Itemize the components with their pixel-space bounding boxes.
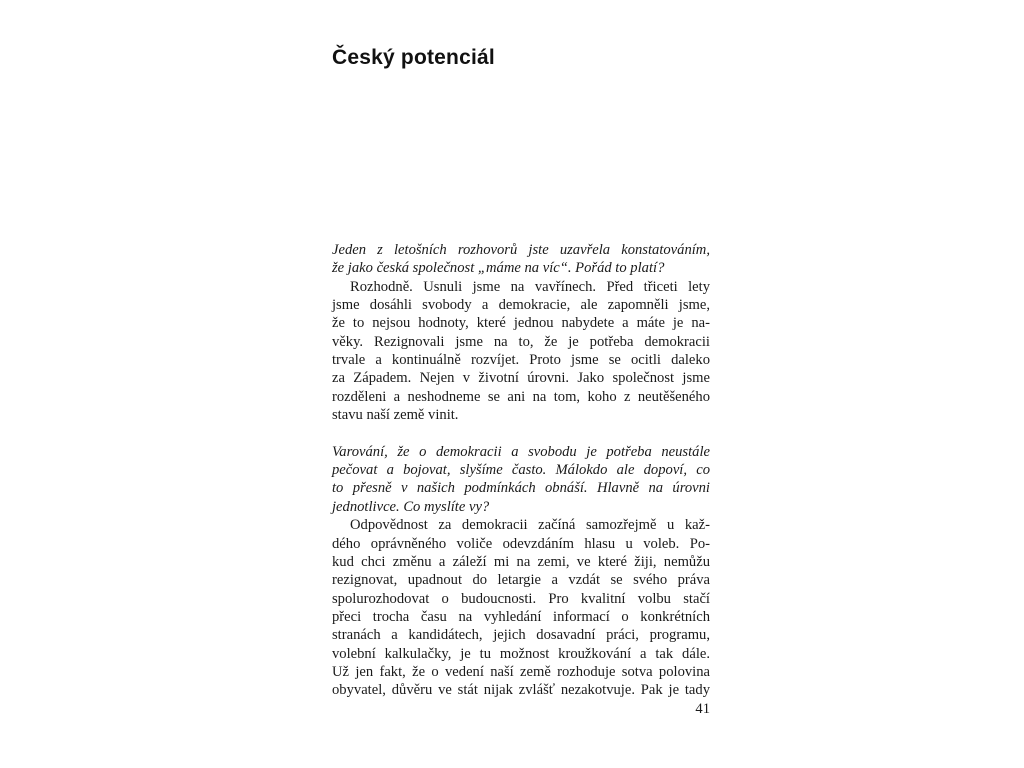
answer-line: rezignovat, upadnout do letargie a vzdát se svého práva — [332, 572, 710, 589]
page-number: 41 — [695, 701, 710, 717]
answer-line: že to nejsou hodnoty, které jednou nabydete a máte je na- — [332, 315, 710, 332]
answer-line: stranách a kandidátech, jejich dosavadní práci, programu, — [332, 627, 710, 644]
answer-line: volební kalkulačky, je tu možnost kroužkování a tak dále. — [332, 645, 710, 662]
answer-line: dého oprávněného voliče odevzdáním hlasu u voleb. Po- — [332, 535, 710, 552]
answer-line: věky. Rezignovali jsme na to, že je potřeba demokracii — [332, 333, 710, 350]
question-line: že jako česká společnost „máme na víc“. Pořád to platí? — [332, 260, 665, 277]
interview-text — [332, 241, 710, 700]
answer-line: stavu naší země vinit. — [332, 407, 459, 424]
answer-line: obyvatel, důvěru ve stát nijak zvlášť nezakotvuje. Pak je tady — [332, 682, 710, 699]
answer-line: trvale a kontinuálně rozvíjet. Proto jsme se ocitli daleko — [332, 352, 710, 369]
question-line: to přesně v našich podmínkách obnáší. Hlavně na úrovni — [332, 480, 710, 497]
answer-line: Rozhodně. Usnuli jsme na vavřínech. Před třiceti lety — [350, 278, 710, 295]
section-gap — [332, 424, 710, 442]
answer-line: za Západem. Nejen v životní úrovni. Jako společnost jsme — [332, 370, 710, 387]
question-line: pečovat a bojovat, slyšíme často. Málokdo ale dopoví, co — [332, 462, 710, 479]
answer-line: Odpovědnost za demokracii začíná samozřejmě u kaž- — [350, 517, 710, 534]
answer-line: přeci trocha času na vyhledání informací o konkrétních — [332, 608, 710, 625]
answer-line: kud chci změnu a záleží mi na zemi, ve které žiji, nemůžu — [332, 553, 710, 570]
answer-line: jsme dosáhli svobody a demokracie, ale zapomněli jsme, — [332, 297, 710, 314]
interview-section — [332, 241, 710, 424]
answer-line: Už jen fakt, že o vedení naší země rozhoduje sotva polovina — [332, 663, 710, 680]
question-line: Varování, že o demokracii a svobodu je potřeba neustále — [332, 443, 710, 460]
question-line: jednotlivce. Co myslíte vy? — [332, 498, 490, 515]
chapter-title: Český potenciál — [332, 46, 495, 69]
interview-section — [332, 443, 710, 700]
question-line: Jeden z letošních rozhovorů jste uzavřela konstatováním, — [332, 242, 710, 258]
answer-line: spolurozhodovat o budoucnosti. Pro kvalitní volbu stačí — [332, 590, 710, 607]
answer-line: rozděleni a neshodneme se ani na tom, koho z neutěšeného — [332, 388, 710, 405]
